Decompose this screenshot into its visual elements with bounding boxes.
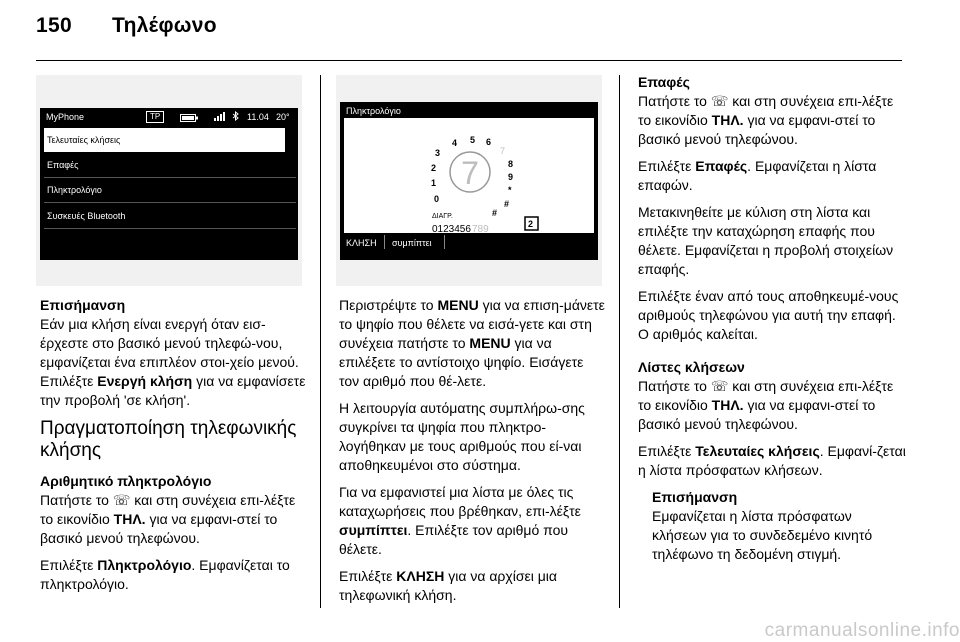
paragraph: Πατήστε το ☏ και στη συνέχεια επι-λέξτε το εικονίδιο ΤΗΛ. για να εμφανι-στεί το βασικό μενού τηλεφώνου. bbox=[638, 378, 894, 432]
dial-digit[interactable]: 8 bbox=[508, 159, 514, 169]
page-number: 150 bbox=[36, 14, 72, 37]
header-rule bbox=[36, 60, 902, 61]
paragraph: Επιλέξτε έναν από τους αποθηκευμέ-νους αριθμούς τηλεφώνου για αυτή την επαφή. Ο αριθμός καλείται. bbox=[638, 288, 899, 342]
keypad-screen bbox=[340, 102, 598, 260]
app-title: MyPhone bbox=[46, 112, 85, 122]
phone-icon: ☏ bbox=[112, 492, 131, 508]
column-1 bbox=[40, 296, 308, 602]
paragraph: Επιλέξτε Τελευταίες κλήσεις. Εμφανί-ζεται η λίστα πρόσφατων κλήσεων. bbox=[638, 443, 906, 478]
dial-digit[interactable]: # bbox=[504, 199, 510, 209]
dial-digit[interactable]: # bbox=[492, 208, 498, 218]
dial-digit[interactable]: 6 bbox=[486, 137, 492, 147]
column-3 bbox=[638, 73, 906, 564]
dial-digit[interactable]: 1 bbox=[431, 178, 437, 188]
phone-menu-screenshot bbox=[36, 75, 302, 286]
paragraph: Πατήστε το ☏ και στη συνέχεια επι-λέξτε το εικονίδιο ΤΗΛ. για να εμφανι-στεί το βασικό μενού τηλεφώνου. bbox=[40, 492, 296, 546]
phone-menu-screen bbox=[40, 108, 298, 260]
paragraph: Περιστρέψτε το MENU για να επιση-μάνετε το ψηφίο που θέλετε να εισά-γετε και στη συνέχεια πατήστε το MENU για να επιλέξετε το αντίστοιχο ψηφίο. Εισάγετε τον αριθμό που θέ-λετε. bbox=[339, 297, 605, 389]
note-title: Επισήμανση bbox=[40, 297, 126, 313]
subsection-title: Επαφές bbox=[638, 74, 690, 90]
menu-divider bbox=[44, 228, 296, 229]
paragraph: Για να εμφανιστεί μια λίστα με όλες τις καταχωρήσεις που βρέθηκαν, επι-λέξτε συμπίπτει. Επιλέξτε τον αριθμό που θέλετε. bbox=[339, 484, 581, 557]
note-text: Εμφανίζεται η λίστα πρόσφατων κλήσεων για το συνδεδεμένο κινητό τηλέφωνο τη δεδομένη στιγμή. bbox=[652, 508, 873, 562]
autocomplete-preview: 789 bbox=[472, 224, 489, 233]
battery-icon bbox=[180, 114, 198, 122]
note-text: Εάν μια κλήση είναι ενεργή όταν εισ-έρχεστε στο βασικό μενού τηλεφώ-νου, εμφανίζεται ένα επιπλέον στοι-χείο μενού. Επιλέξτε Ενεργή κλήση για να εμφανίσετε την προβολή 'σε κλήση'. bbox=[40, 316, 306, 408]
dial-center-digit: 7 bbox=[461, 155, 479, 191]
dial-digit[interactable]: 4 bbox=[452, 138, 458, 148]
signal-icon bbox=[214, 111, 226, 121]
keypad-screenshot bbox=[336, 75, 602, 286]
temperature: 20° bbox=[276, 112, 290, 122]
column-2 bbox=[339, 296, 607, 613]
match-button[interactable]: συμπίπτει bbox=[392, 238, 432, 248]
keypad-title: Πληκτρολόγιο bbox=[346, 106, 401, 116]
subsection-title: Λίστες κλήσεων bbox=[638, 359, 745, 375]
menu-item-contacts[interactable]: Επαφές bbox=[47, 160, 79, 170]
watermark: carmanualsonline.info bbox=[764, 620, 960, 641]
dial-digit[interactable]: 9 bbox=[508, 172, 514, 182]
section-title: Πραγματοποίηση τηλεφωνικής κλήσης bbox=[40, 418, 297, 461]
bluetooth-icon bbox=[232, 111, 240, 121]
menu-item-keypad[interactable]: Πληκτρολόγιο bbox=[47, 185, 102, 195]
dial-digit[interactable]: 3 bbox=[435, 148, 441, 158]
page-title: Τηλέφωνο bbox=[112, 14, 217, 37]
subsection-title: Αριθμητικό πληκτρολόγιο bbox=[40, 473, 212, 489]
softkey-divider bbox=[384, 235, 385, 249]
match-count-badge: 2 bbox=[528, 219, 534, 229]
keypad-dial[interactable] bbox=[344, 118, 594, 233]
dial-digit[interactable]: 0 bbox=[434, 194, 440, 204]
note-box bbox=[652, 488, 906, 564]
dial-digit[interactable]: * bbox=[508, 185, 512, 195]
menu-divider bbox=[44, 202, 296, 203]
column-divider-2 bbox=[619, 75, 620, 608]
softkey-divider bbox=[444, 235, 445, 249]
keypad-dial-area bbox=[344, 118, 594, 233]
menu-item-bluetooth-devices[interactable]: Συσκευές Bluetooth bbox=[47, 211, 126, 221]
dial-digit[interactable]: 5 bbox=[470, 135, 476, 145]
tp-badge: TP bbox=[146, 111, 164, 123]
column-divider-1 bbox=[320, 75, 321, 608]
dial-digit[interactable]: 7 bbox=[500, 146, 506, 156]
paragraph: Πατήστε το ☏ και στη συνέχεια επι-λέξτε το εικονίδιο ΤΗΛ. για να εμφανι-στεί το βασικό μενού τηλεφώνου. bbox=[638, 93, 894, 147]
page-header bbox=[36, 14, 217, 38]
phone-icon: ☏ bbox=[710, 378, 729, 394]
paragraph: Επιλέξτε Πληκτρολόγιο. Εμφανίζεται το πληκτρολόγιο. bbox=[40, 557, 290, 592]
paragraph: Επιλέξτε ΚΛΗΣΗ για να αρχίσει μια τηλεφωνική κλήση. bbox=[339, 568, 557, 603]
paragraph: Η λειτουργία αυτόματης συμπλήρω-σης συγκρίνει τα ψηφία που πληκτρο-λογήθηκαν με τους αριθμούς που εί-ναι αποθηκευμένοι στο σύστημα. bbox=[339, 400, 585, 473]
note-title: Επισήμανση bbox=[652, 489, 738, 505]
call-button[interactable]: ΚΛΗΣΗ bbox=[346, 238, 377, 248]
phone-icon: ☏ bbox=[710, 93, 729, 109]
entered-number: 0123456 bbox=[432, 224, 471, 233]
dial-digit[interactable]: 2 bbox=[431, 163, 437, 173]
paragraph: Επιλέξτε Επαφές. Εμφανίζεται η λίστα επαφών. bbox=[638, 158, 877, 193]
paragraph: Μετακινηθείτε με κύλιση στη λίστα και επιλέξτε την καταχώρηση επαφής που θέλετε. Εμφανίζεται η προβολή στοιχείων επαφής. bbox=[638, 204, 894, 277]
delete-key[interactable]: ΔΙΑΓΡ. bbox=[432, 213, 453, 220]
clock-time: 11.04 bbox=[247, 112, 269, 122]
menu-item-recent-calls[interactable]: Τελευταίες κλήσεις bbox=[44, 128, 285, 152]
